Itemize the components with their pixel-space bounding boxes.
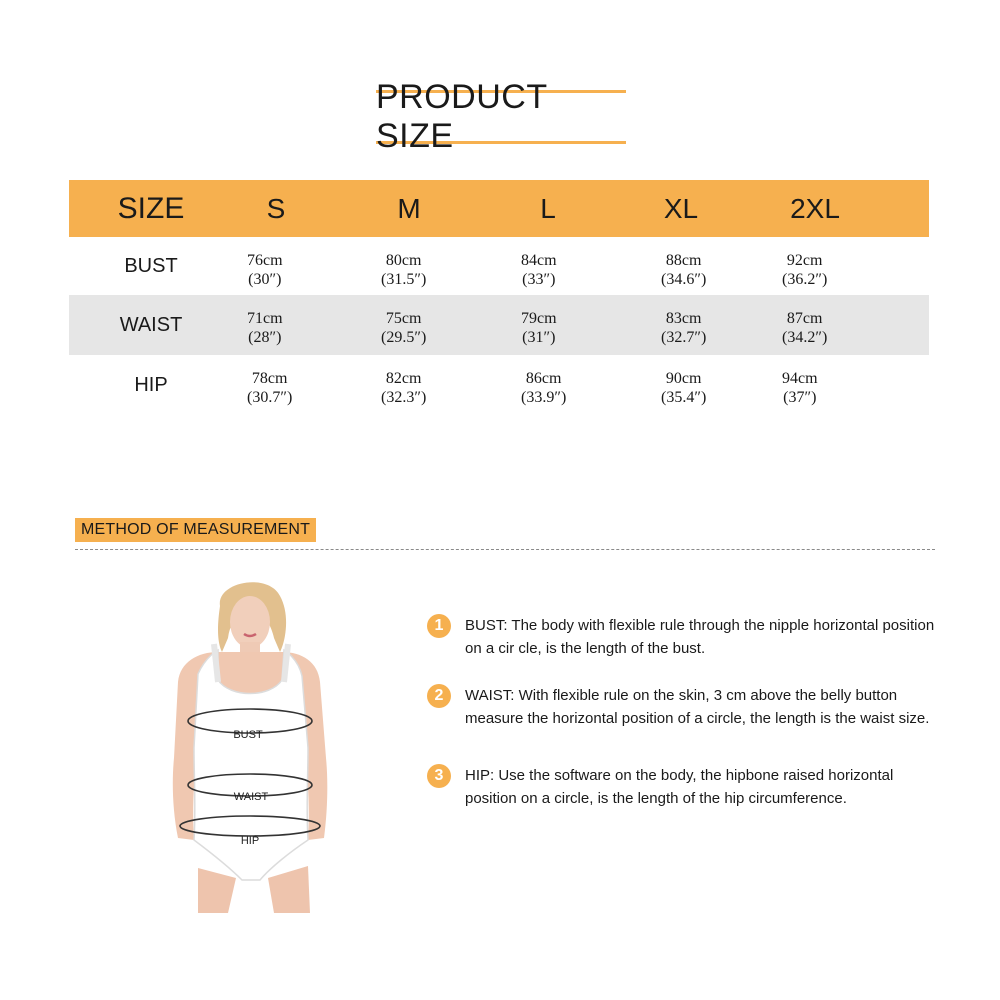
table-header-row: [69, 180, 929, 237]
cell-inch: (35.4″): [661, 389, 707, 406]
right-leg-shape: [268, 866, 310, 913]
cell-inch: (34.2″): [782, 329, 828, 346]
step-number-badge: 2: [427, 684, 451, 708]
table-cell: [381, 369, 426, 407]
cell-inch: (29.5″): [381, 329, 427, 346]
cell-cm: 92cm: [786, 252, 823, 269]
cell-cm: 79cm: [521, 310, 557, 327]
step-number-badge: 1: [427, 614, 451, 638]
table-cell: [782, 251, 827, 289]
cell-cm: 76cm: [247, 252, 283, 269]
table-cell: [381, 309, 426, 347]
header-size-label: SIZE: [117, 192, 185, 225]
step-number-badge: 3: [427, 764, 451, 788]
method-heading: METHOD OF MEASUREMENT: [75, 518, 316, 542]
face-shape: [230, 596, 270, 648]
page-title: PRODUCT SIZE: [376, 90, 626, 144]
cell-inch: (30″): [248, 271, 282, 288]
table-cell: [782, 369, 818, 407]
table-cell: [661, 309, 706, 347]
measurement-text: WAIST: With flexible rule on the skin, 3 cm above the belly button measure the horizontal position of a circle, the length is the waist size.: [465, 687, 930, 727]
cell-cm: 78cm: [251, 370, 288, 387]
table-cell: [381, 251, 426, 289]
row-label: BUST: [124, 254, 178, 277]
cell-inch: (33.9″): [521, 389, 567, 406]
cell-cm: 82cm: [385, 370, 422, 387]
cell-cm: 71cm: [247, 310, 283, 327]
figure-label-waist: WAIST: [233, 791, 269, 803]
table-row-hip: [69, 355, 929, 415]
left-strap: [214, 644, 218, 682]
table-cell: [782, 309, 827, 347]
cell-cm: 87cm: [786, 310, 823, 327]
right-strap: [284, 644, 288, 682]
cell-cm: 80cm: [385, 252, 422, 269]
table-cell: [521, 309, 557, 347]
cell-inch: (33″): [522, 271, 556, 288]
dashed-divider: [75, 549, 935, 550]
header-size-l: L: [540, 193, 556, 224]
table-row-bust: [69, 237, 929, 295]
header-size-xl: XL: [663, 193, 699, 224]
cell-inch: (32.7″): [661, 329, 707, 346]
header-size-2xl: 2XL: [790, 193, 840, 224]
cell-cm: 90cm: [665, 370, 702, 387]
measurement-text: HIP: Use the software on the body, the hipbone raised horizontal position on a circle, is the length of the hip circumference.: [465, 767, 894, 807]
cell-cm: 84cm: [521, 252, 557, 269]
row-label: WAIST: [119, 313, 183, 336]
table-cell: [247, 369, 292, 407]
cell-inch: (37″): [783, 389, 817, 406]
cell-inch: (30.7″): [247, 389, 293, 406]
cell-cm: 94cm: [782, 370, 818, 387]
header-size-s: S: [266, 193, 286, 224]
cell-inch: (31.5″): [381, 271, 427, 288]
cell-inch: (36.2″): [782, 271, 828, 288]
table-row-waist: [69, 295, 929, 355]
cell-inch: (28″): [248, 329, 282, 346]
cell-inch: (32.3″): [381, 389, 427, 406]
swimsuit-figure-illustration: [158, 578, 338, 913]
cell-cm: 83cm: [665, 310, 702, 327]
header-size-m: M: [397, 193, 421, 224]
table-cell: [521, 251, 557, 289]
cell-cm: 86cm: [525, 370, 562, 387]
left-leg-shape: [198, 868, 236, 913]
table-cell: [661, 251, 706, 289]
measurement-text: BUST: The body with flexible rule through the nipple horizontal position on a cir cle, is the length of the bust.: [465, 617, 935, 657]
row-label: HIP: [134, 373, 168, 396]
table-cell: [247, 251, 283, 289]
cell-inch: (31″): [522, 329, 556, 346]
cell-cm: 88cm: [665, 252, 702, 269]
figure-label-bust: BUST: [233, 729, 263, 741]
table-cell: [247, 309, 283, 347]
cell-cm: 75cm: [385, 310, 422, 327]
cell-inch: (34.6″): [661, 271, 707, 288]
table-cell: [521, 369, 566, 407]
figure-label-hip: HIP: [240, 835, 260, 847]
model-figure: [158, 578, 338, 913]
table-cell: [661, 369, 706, 407]
